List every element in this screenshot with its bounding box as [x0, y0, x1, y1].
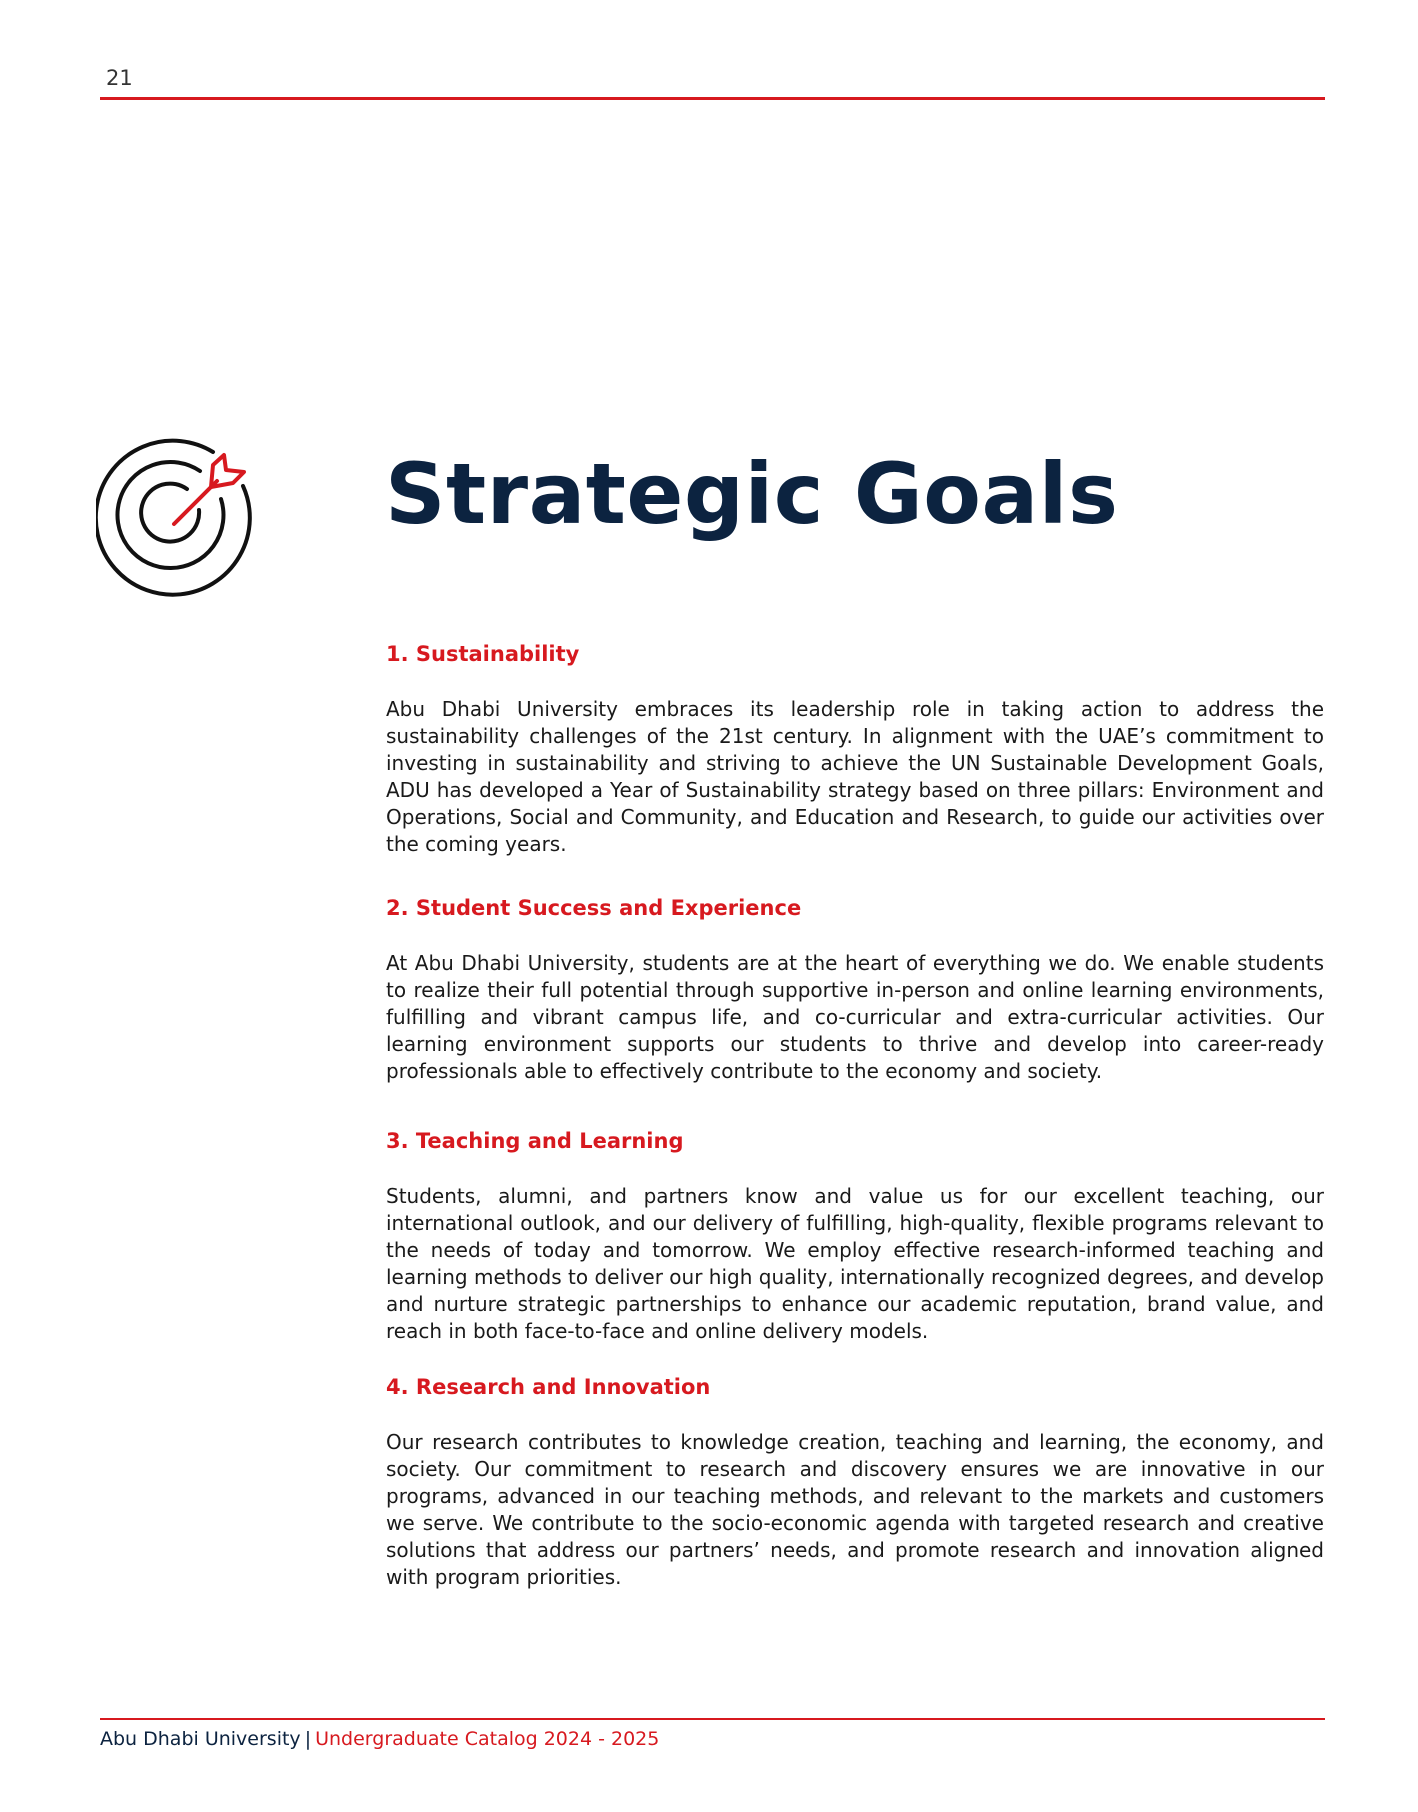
- page-number: 21: [106, 66, 133, 90]
- footer-document-title: Undergraduate Catalog 2024 - 2025: [315, 1728, 660, 1750]
- target-arrow-icon: [96, 432, 266, 602]
- goal-heading: 1. Sustainability: [386, 642, 580, 666]
- goal-research-innovation: [386, 1373, 1324, 1591]
- goal-heading: 2. Student Success and Experience: [386, 896, 802, 920]
- footer-separator: |: [304, 1728, 312, 1750]
- goal-heading: 4. Research and Innovation: [386, 1375, 711, 1399]
- goal-body: Students, alumni, and partners know and value us for our excellent teaching, our international outlook, and our delivery of fulfilling, high-quality, flexible programs relevant to the needs of today and tomorrow. We employ effective research-informed teaching and learning methods to deliver our high quality, internationally recognized degrees, and develop and nurture strategic partnerships to enhance our academic reputation, brand value, and reach in both face-to-face and online delivery models.: [386, 1184, 1324, 1343]
- goal-body: Our research contributes to knowledge creation, teaching and learning, the economy, and society. Our commitment to research and discovery ensures we are innovative in our programs, advanced in our teaching methods, and relevant to the markets and customers we serve. We contribute to the socio-economic agenda with targeted research and creative solutions that address our partners’ needs, and promote research and innovation aligned with program priorities.: [386, 1430, 1324, 1589]
- footer-organization: Abu Dhabi University: [100, 1728, 301, 1750]
- goal-heading: 3. Teaching and Learning: [386, 1129, 684, 1153]
- page-title: Strategic Goals: [385, 445, 1119, 543]
- goal-sustainability: [386, 640, 1324, 858]
- goal-body: At Abu Dhabi University, students are at the heart of everything we do. We enable students to realize their full potential through supportive in-person and online learning environments, fulfilling and vibrant campus life, and co-curricular and extra-curricular activities. Our learning environment supports our students to thrive and develop into career-ready professionals able to effectively contribute to the economy and society.: [386, 951, 1324, 1083]
- goal-body: Abu Dhabi University embraces its leadership role in taking action to address the sustainability challenges of the 21st century. In alignment with the UAE’s commitment to investing in sustainability and striving to achieve the UN Sustainable Development Goals, ADU has developed a Year of Sustainability strategy based on three pillars: Environment and Operations, Social and Community, and Education and Research, to guide our activities over the coming years.: [386, 697, 1324, 856]
- footer-divider: [100, 1718, 1325, 1720]
- goal-student-success: [386, 894, 1324, 1085]
- goal-teaching-learning: [386, 1127, 1324, 1345]
- footer: [100, 1727, 659, 1751]
- header-divider: [100, 97, 1325, 100]
